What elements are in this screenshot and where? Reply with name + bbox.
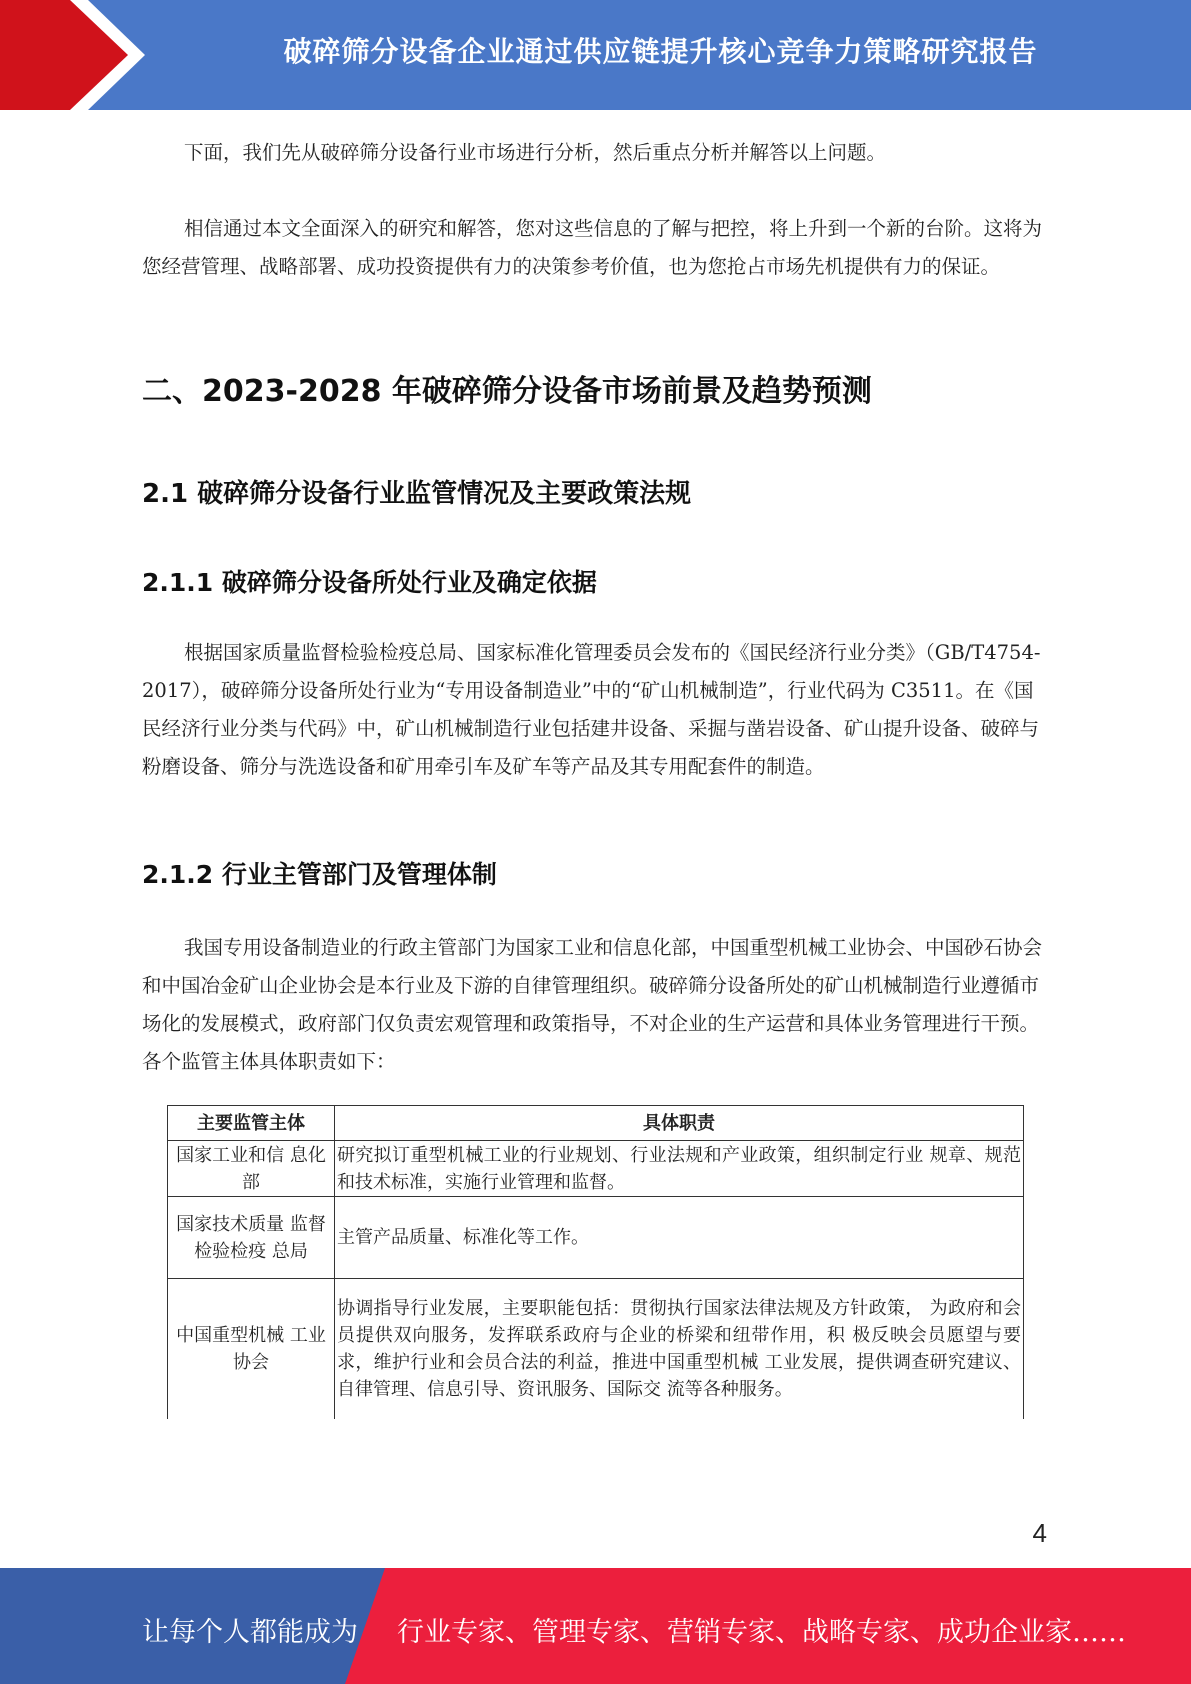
- subsection-heading-2-1-1: 2.1.1 破碎筛分设备所处行业及确定依据: [142, 568, 597, 597]
- intro-paragraph-1: 下面，我们先从破碎筛分设备行业市场进行分析，然后重点分析并解答以上问题。: [184, 141, 887, 164]
- paragraph-2-1-1: 根据国家质量监督检验检疫总局、国家标准化管理委员会发布的《国民经济行业分类》（GB/T4754-2017），破碎筛分设备所处行业为“专用设备制造业”中的“矿山机械制造”，行业代码为 C3511。在《国民经济行业分类与代码》中，矿山机械制造行业包括建井设备、采掘与凿岩设备、矿山提升设备、破碎与粉磨设备、筛分与洗选设备和矿用牵引车及矿车等产品及其专用配套件的制造。: [142, 641, 1041, 778]
- intro-paragraph-2: 相信通过本文全面深入的研究和解答，您对这些信息的了解与把控，将上升到一个新的台阶。这将为您经营管理、战略部署、成功投资提供有力的决策参考价值，也为您抢占市场先机提供有力的保证。: [142, 217, 1043, 278]
- table-cell-entity: 国家技术质量 监督检验检疫 总局: [168, 1197, 335, 1279]
- table-cell-duty: 研究拟订重型机械工业的行业规划、行业法规和产业政策，组织制定行业 规章、规范和技术标准，实施行业管理和监督。: [335, 1141, 1024, 1197]
- subsection-heading-2-1: 2.1 破碎筛分设备行业监管情况及主要政策法规: [142, 479, 692, 509]
- table-header-entity: 主要监管主体: [168, 1106, 335, 1141]
- table-cell-entity: 国家工业和信 息化部: [168, 1141, 335, 1197]
- section-heading: 二、2023-2028 年破碎筛分设备市场前景及趋势预测: [142, 374, 872, 409]
- table-row: [168, 1279, 1024, 1419]
- table-row: [168, 1197, 1024, 1279]
- footer-slogan-left: 让每个人都能成为: [142, 1617, 358, 1648]
- subsection-heading-2-1-2: 2.1.2 行业主管部门及管理体制: [142, 860, 497, 889]
- table-cell-duty: 主管产品质量、标准化等工作。: [335, 1197, 1024, 1279]
- table-row: [168, 1141, 1024, 1197]
- table-header-row: [168, 1106, 1024, 1141]
- table-cell-duty: 协调指导行业发展，主要职能包括：贯彻执行国家法律法规及方针政策， 为政府和会员提供双向服务，发挥联系政府与企业的桥梁和纽带作用，积 极反映会员愿望与要求，维护行业和会员合法的利益，推进中国重型机械 工业发展，提供调查研究建议、自律管理、信息引导、资讯服务、国际交 流等各种服务。: [335, 1279, 1024, 1419]
- page-footer: [0, 1568, 1191, 1684]
- paragraph-2-1-2: 我国专用设备制造业的行政主管部门为国家工业和信息化部，中国重型机械工业协会、中国砂石协会和中国冶金矿山企业协会是本行业及下游的自律管理组织。破碎筛分设备所处的矿山机械制造行业遵循市场化的发展模式，政府部门仅负责宏观管理和政策指导，不对企业的生产运营和具体业务管理进行干预。各个监管主体具体职责如下：: [142, 936, 1043, 1073]
- page-header: [0, 0, 1191, 110]
- table-header-duty: 具体职责: [335, 1106, 1024, 1141]
- regulator-table: [167, 1105, 1024, 1419]
- footer-slogan-right: 行业专家、管理专家、营销专家、战略专家、成功企业家……: [397, 1617, 1126, 1648]
- report-title: 破碎筛分设备企业通过供应链提升核心竞争力策略研究报告: [283, 35, 1038, 68]
- table-cell-entity: 中国重型机械 工业协会: [168, 1279, 335, 1419]
- page-number: 4: [1032, 1518, 1047, 1548]
